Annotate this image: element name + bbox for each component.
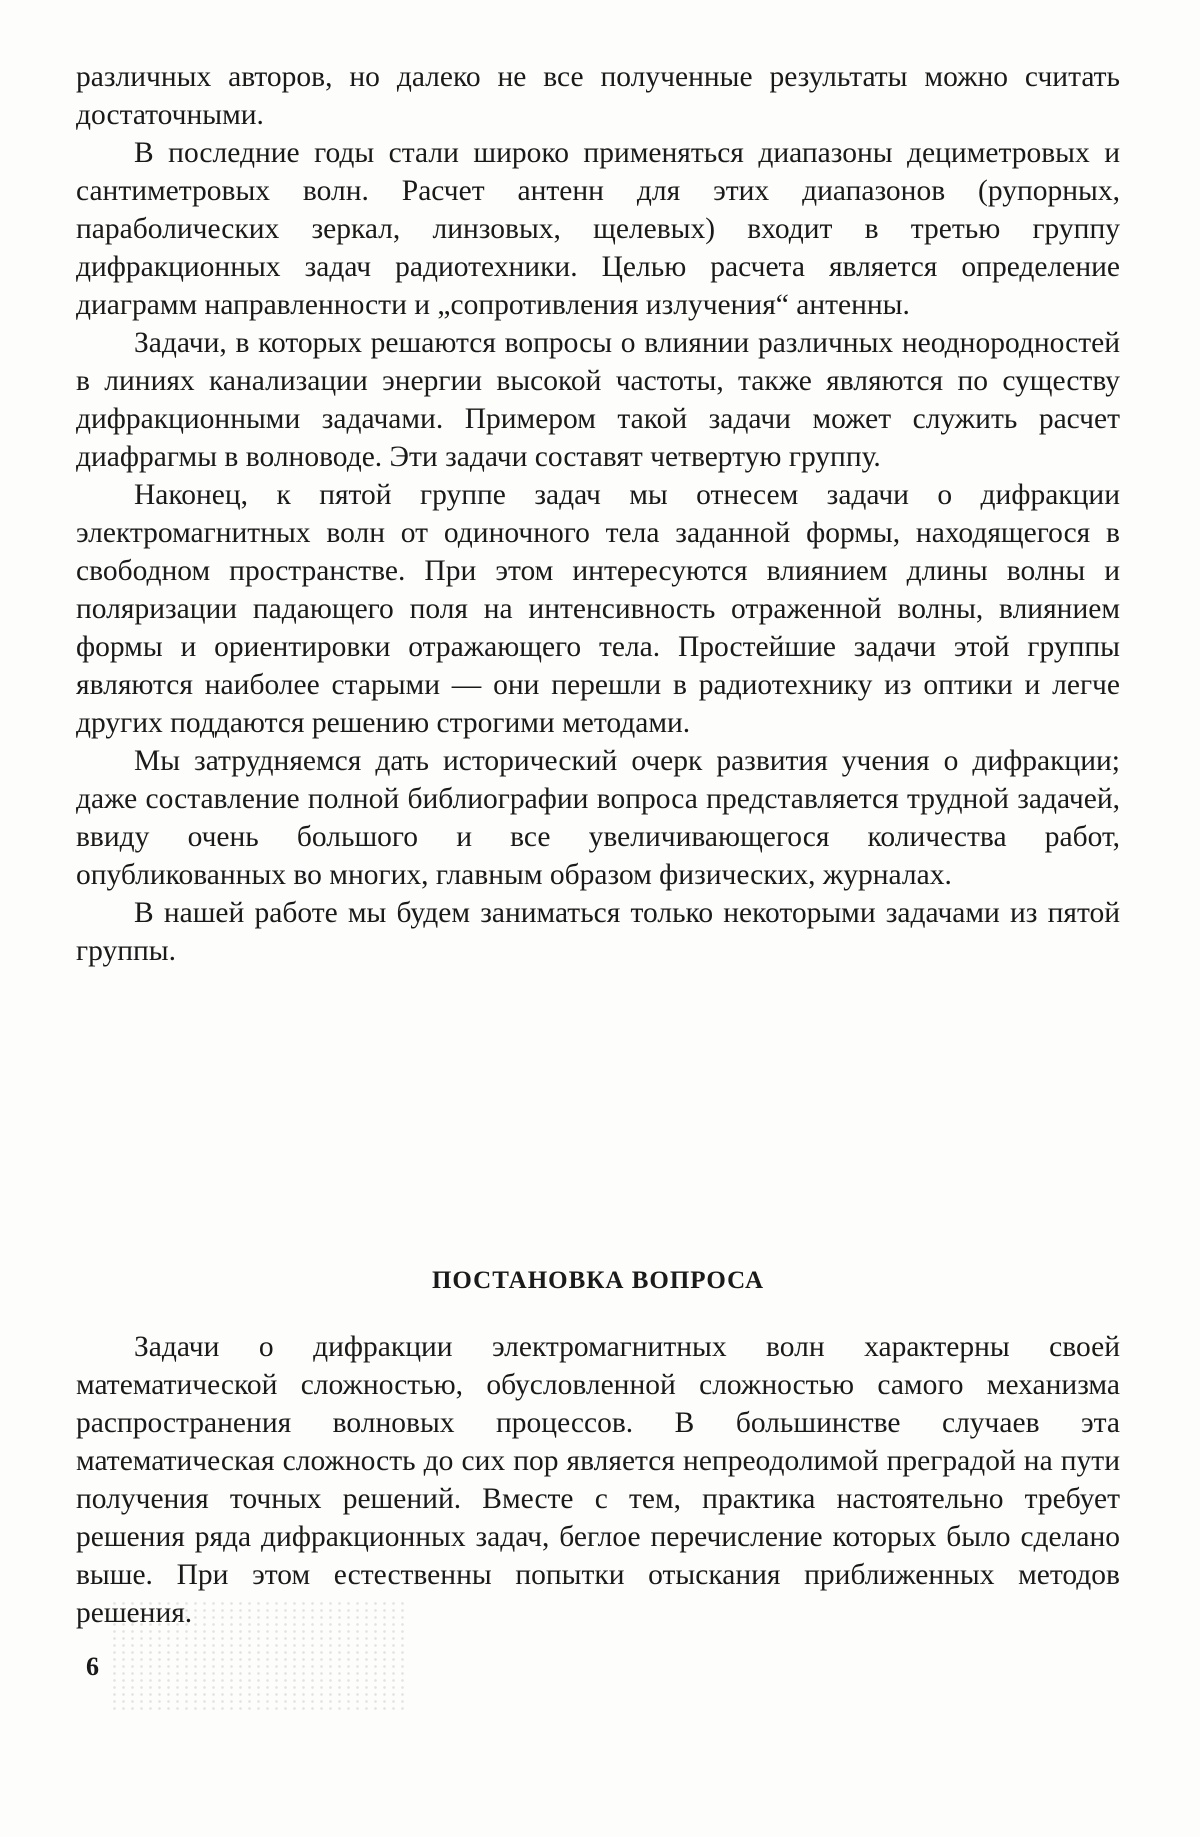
section-heading: ПОСТАНОВКА ВОПРОСА [431,1267,765,1294]
page-number: 6 [86,1652,99,1681]
scan-noise [110,1600,410,1710]
paragraph-continuation: различных авторов, но далеко не все полученные результаты можно считать достаточными. [76,61,1120,131]
paragraph-scope: В нашей работе мы будем заниматься только некоторыми задачами из пятой группы. [76,897,1120,967]
paragraph-history: Мы затрудняемся дать исторический очерк развития учения о дифракции; даже составление полной библиографии вопроса представляется трудной задачей, ввиду очень большого и все увеличивающегося количества работ, опубликованных во многих, главным образом физических, журналах. [76,745,1120,891]
paragraph-problem-statement: Задачи о дифракции электромагнитных волн характерны своей математической сложностью, обусловленной сложностью самого механизма распространения волновых процессов. В большинстве случаев эта математическая сложность до сих пор является непреодолимой преградой на пути получения точных решений. Вместе с тем, практика настоятельно требует решения ряда дифракционных задач, беглое перечисление которых было сделано выше. При этом естественны попытки отыскания приближенных методов решения. [76,1331,1120,1629]
paragraph-fifth-group: Наконец, к пятой группе задач мы отнесем задачи о дифракции электромагнитных волн от одиночного тела заданной формы, находящегося в свободном пространстве. При этом интересуются влиянием длины волны и поляризации падающего поля на интенсивность отраженной волны, влиянием формы и ориентировки отражающего тела. Простейшие задачи этой группы являются наиболее старыми — они перешли в радиотехнику из оптики и легче других поддаются решению строгими методами. [76,479,1120,739]
body-text-bottom [76,1328,1120,1632]
body-text-top [76,58,1120,970]
paragraph-antennas: В последние годы стали широко применяться диапазоны дециметровых и сантиметровых волн. Расчет антенн для этих диапазонов (рупорных, параболических зеркал, линзовых, щелевых) входит в третью группу дифракционных задач радиотехники. Целью расчета является определение диаграмм направленности и „сопротивления излучения“ антенны. [76,137,1120,321]
paragraph-inhomogeneities: Задачи, в которых решаются вопросы о влиянии различных неоднородностей в линиях канализации энергии высокой частоты, также являются по существу дифракционными задачами. Примером такой задачи может служить расчет диафрагмы в волноводе. Эти задачи составят четвертую группу. [76,327,1120,473]
